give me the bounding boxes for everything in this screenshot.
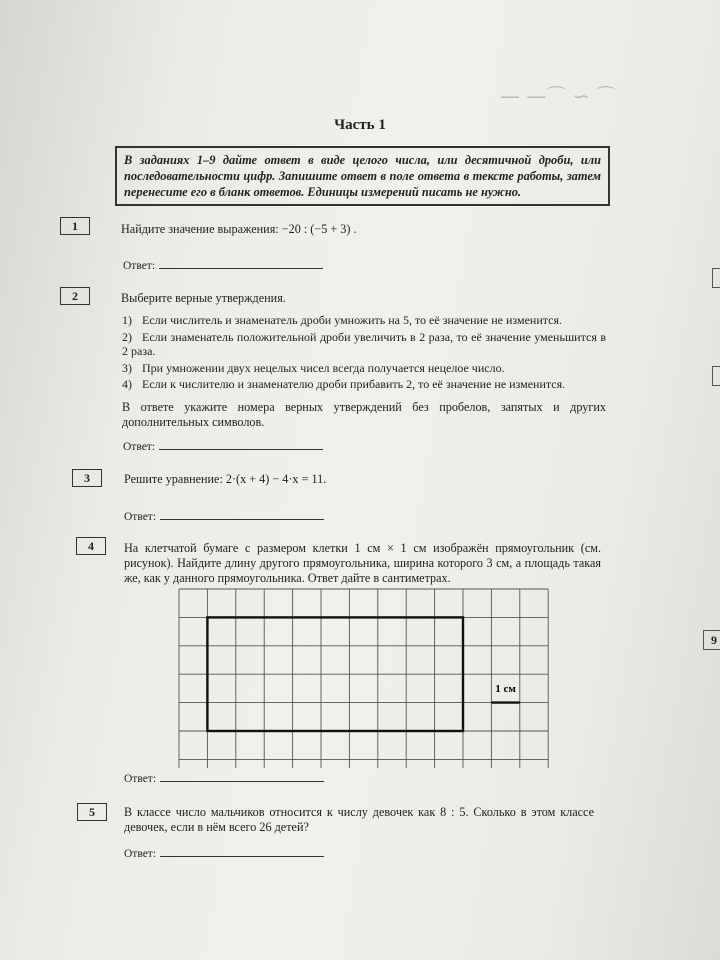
task-5-answer[interactable] [124,846,324,860]
task-1-answer[interactable] [123,258,323,272]
answer-label: Ответ: [124,511,157,523]
task-3-answer[interactable] [124,509,324,523]
task-2-option: 4) Если к числителю и знаменателю дроби прибавить 2, то её значение не изменится. [122,377,566,391]
side-box-9: 9 [703,630,720,650]
unit-cell-label: 1 см [495,682,516,695]
task-4-answer[interactable] [124,771,324,785]
task-2-option: 3) При умножении двух нецелых чисел всегда получается нецелое число. [122,361,505,375]
task-1-text: Найдите значение выражения: −20 : (−5 + 3) . [121,222,357,236]
task-3-text: Решите уравнение: 2·(x + 4) − 4·x = 11. [124,472,327,486]
task-number-2: 2 [60,287,90,305]
pencil-scribble: — —⌒ ∽ ⌒ [500,84,616,108]
side-box [712,366,720,386]
answer-line[interactable] [160,846,324,857]
task-2-note: В ответе укажите номера верных утверждений без пробелов, запятых и других дополнительных символов. [122,400,606,429]
task-2-option: 1) Если числитель и знаменатель дроби умножить на 5, то её значение не изменится. [122,313,562,327]
answer-label: Ответ: [124,773,157,785]
grid-figure [178,588,553,768]
answer-line[interactable] [159,258,323,269]
answer-label: Ответ: [123,441,156,453]
task-4-text: На клетчатой бумаге с размером клетки 1 см × 1 см изображён прямоугольник (см. рисунок). Найдите длину другого прямоугольника, ширина которого 3 см, а площадь такая же, как у данного прямоугольника. Ответ дайте в сантиметрах. [124,541,601,585]
answer-label: Ответ: [123,260,156,272]
task-2-answer[interactable] [123,439,323,453]
part-title: Часть 1 [334,117,386,133]
answer-line[interactable] [160,771,324,782]
task-number-1: 1 [60,217,90,235]
task-2-option: 2) Если знаменатель положительной дроби увеличить в 2 раза, то её значение уменьшится в 2 раза. [122,330,606,358]
answer-line[interactable] [160,509,324,520]
task-number-4: 4 [76,537,106,555]
task-2-text: Выберите верные утверждения. [121,291,286,305]
answer-line[interactable] [159,439,323,450]
side-box [712,268,720,288]
answer-label: Ответ: [124,848,157,860]
task-number-3: 3 [72,469,102,487]
task-number-5: 5 [77,803,107,821]
task-5-text: В классе число мальчиков относится к числу девочек как 8 : 5. Сколько в этом классе девочек, если в нём всего 26 детей? [124,805,594,834]
instructions-box: В заданиях 1–9 дайте ответ в виде целого числа, или десятичной дроби, или последовательности цифр. Запишите ответ в поле ответа в тексте работы, затем перенесите его в бланк ответов. Единицы измерений писать не нужно. [115,146,610,206]
